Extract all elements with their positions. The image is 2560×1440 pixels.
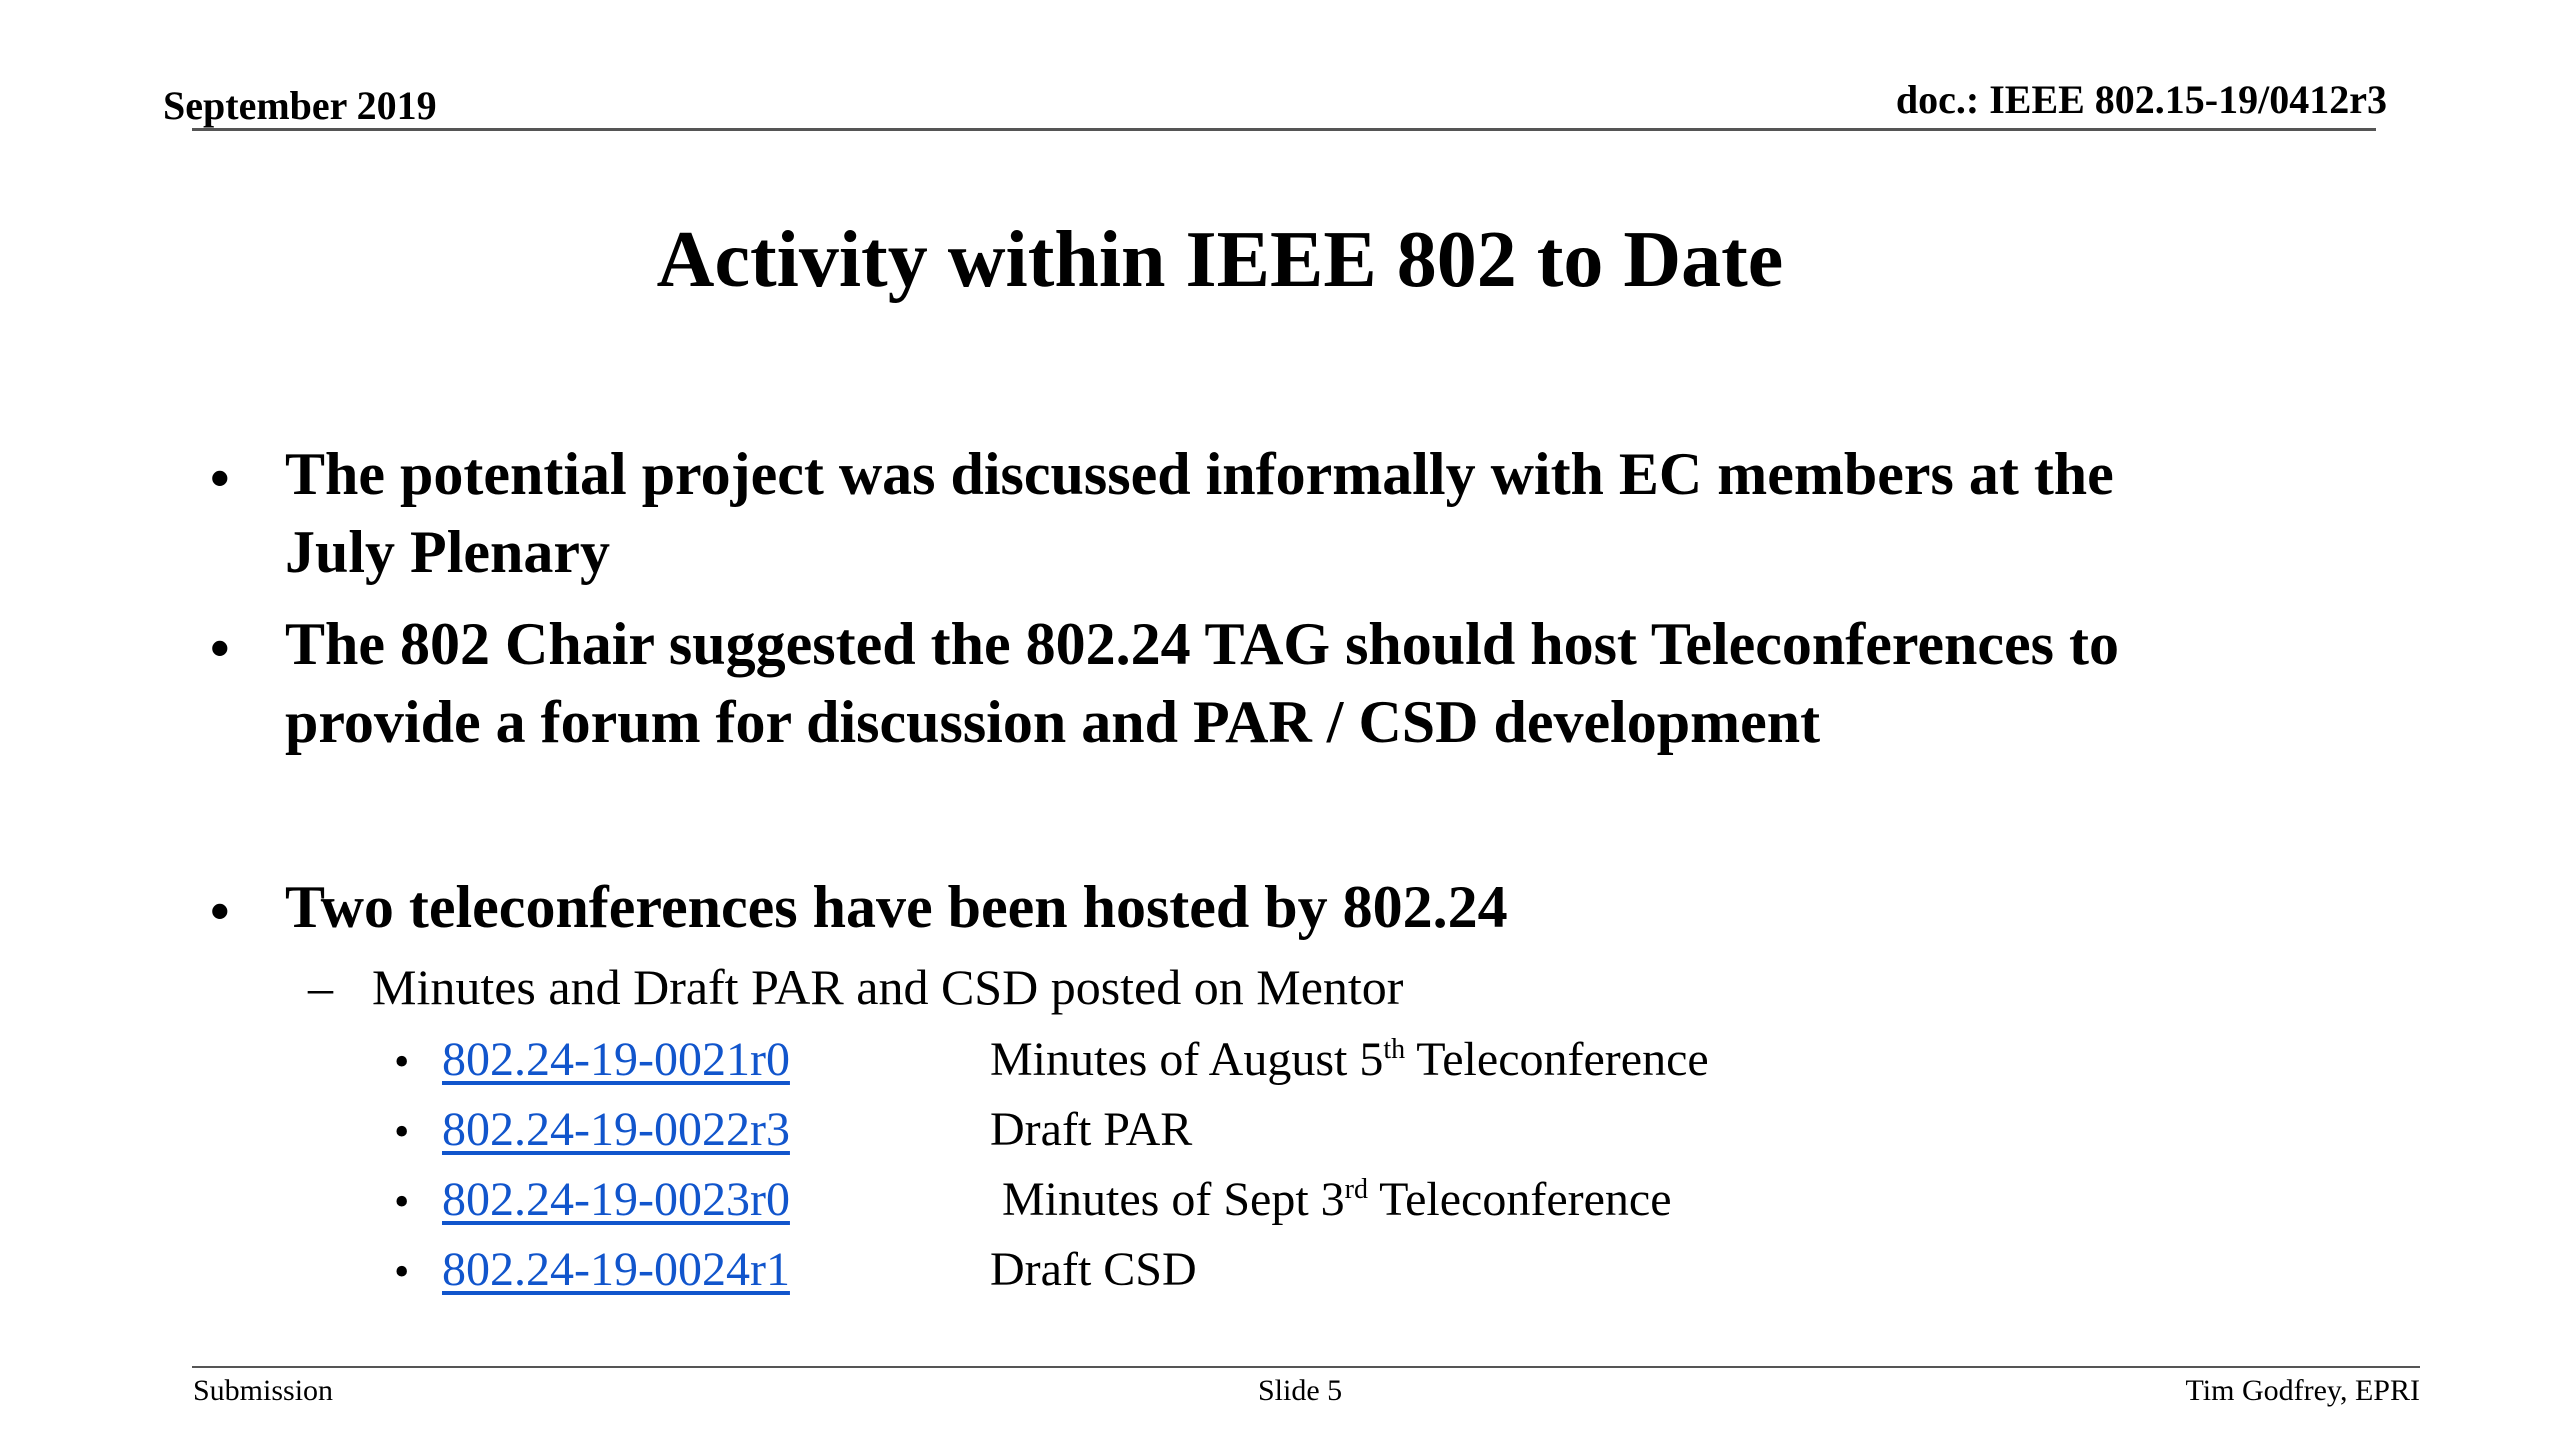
bullet-marker: • (210, 618, 230, 680)
doc-link-0024r1[interactable]: 802.24-19-0024r1 (442, 1243, 790, 1296)
footer-rule (192, 1366, 2420, 1368)
desc-text: Teleconference (1367, 1173, 1672, 1226)
desc-text: Minutes of Sept 3 (990, 1173, 1345, 1226)
header-rule (192, 128, 2376, 131)
bullet-item-2 (285, 605, 2345, 761)
list-marker: • (394, 1107, 410, 1156)
header-date: September 2019 (163, 83, 437, 128)
doc-link-0023r0[interactable]: 802.24-19-0023r0 (442, 1173, 790, 1226)
doc-description (990, 1242, 1197, 1297)
desc-sup: rd (1344, 1174, 1368, 1205)
bullet-line: The 802 Chair suggested the 802.24 TAG should host Teleconferences to (285, 611, 2120, 677)
bullet-line: The potential project was discussed informally with EC members at the (285, 441, 2114, 507)
desc-sup: th (1383, 1034, 1406, 1065)
header-doc-id: doc.: IEEE 802.15-19/0412r3 (1895, 77, 2387, 122)
dash-marker: – (308, 959, 333, 1015)
bullet-line: Two teleconferences have been hosted by 802.24 (285, 874, 1508, 940)
desc-text: Draft CSD (990, 1243, 1197, 1296)
bullet-item-1 (285, 435, 2345, 591)
bullet-marker: • (210, 881, 230, 943)
footer-submission: Submission (193, 1374, 334, 1407)
sub-bullet-text: Minutes and Draft PAR and CSD posted on Mentor (372, 959, 1404, 1015)
bullet-line: provide a forum for discussion and PAR / CSD development (285, 689, 1821, 755)
footer-slide-number: Slide 5 (1258, 1374, 1343, 1407)
slide-title: Activity within IEEE 802 to Date (656, 216, 1784, 304)
desc-text: Teleconference (1405, 1033, 1709, 1086)
desc-text: Draft PAR (990, 1103, 1193, 1156)
footer-author: Tim Godfrey, EPRI (2185, 1374, 2420, 1407)
bullet-marker: • (210, 448, 230, 510)
doc-description (990, 1102, 1192, 1157)
bullet-line: July Plenary (285, 519, 610, 585)
list-marker: • (394, 1037, 410, 1086)
doc-link-0022r3[interactable]: 802.24-19-0022r3 (442, 1103, 790, 1156)
desc-text: Minutes of August 5 (990, 1033, 1384, 1086)
list-marker: • (394, 1177, 410, 1226)
doc-link-0021r0[interactable]: 802.24-19-0021r0 (442, 1033, 790, 1086)
doc-description (990, 1172, 1672, 1227)
doc-description (990, 1032, 1709, 1087)
list-marker: • (394, 1247, 410, 1296)
bullet-item-3 (285, 868, 2345, 946)
